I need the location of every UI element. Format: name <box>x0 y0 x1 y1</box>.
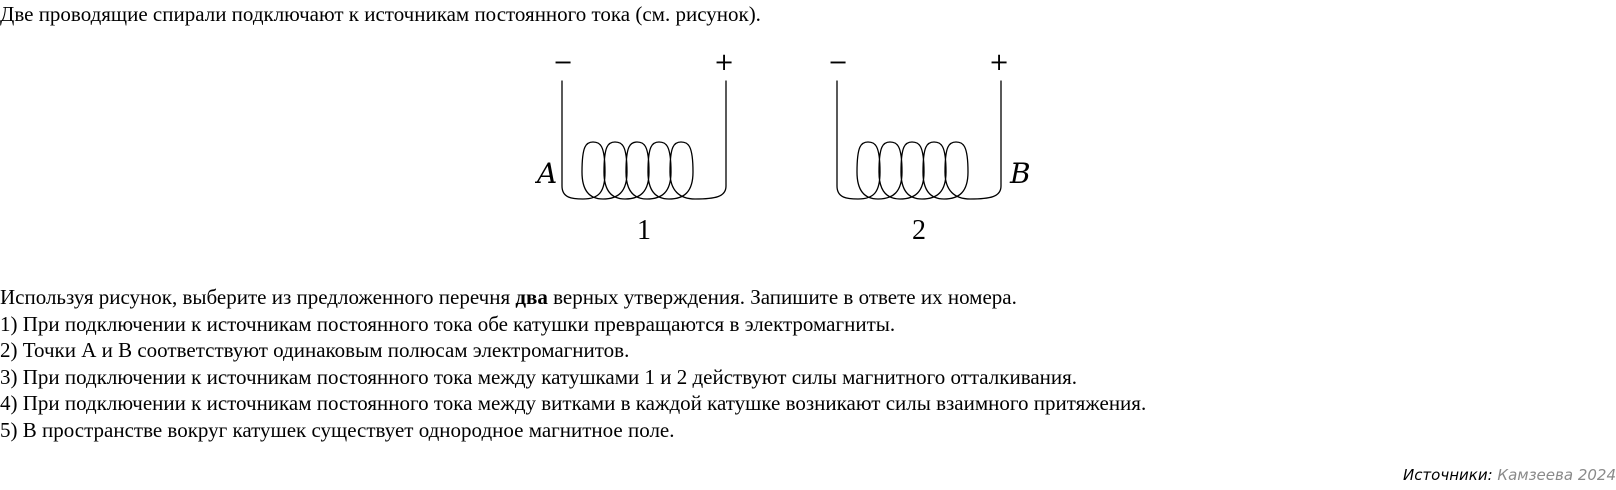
problem-intro: Две проводящие спирали подключают к источникам постоянного тока (см. рисунок). <box>0 2 761 26</box>
instruction-bold-word: два <box>515 285 548 309</box>
instruction-end: верных утверждения. Запишите в ответе их номера. <box>547 285 1017 309</box>
coil-2-wire <box>837 81 1001 199</box>
point-b-label: B <box>1010 157 1031 190</box>
coil-2-plus-label: + <box>988 48 1010 76</box>
coil-2 <box>828 48 1031 246</box>
sources-value: Камзеева 2024 <box>1497 466 1616 484</box>
question-body <box>0 284 1146 443</box>
sources-footer <box>1403 466 1616 484</box>
option-5: 5) В пространстве вокруг катушек существует однородное магнитное поле. <box>0 417 675 442</box>
option-3: 3) При подключении к источникам постоянного тока между катушками 1 и 2 действуют силы магнитного отталкивания. <box>0 364 1078 389</box>
coil-1 <box>535 48 734 246</box>
instruction-start: Используя рисунок, выберите из предложенного перечня <box>0 285 516 309</box>
coil-2-number: 2 <box>912 215 926 246</box>
coil-1-minus-label: − <box>552 48 574 76</box>
coil-1-number: 1 <box>637 215 651 246</box>
coils-figure <box>535 48 1075 258</box>
coil-1-wire <box>562 81 726 199</box>
option-4: 4) При подключении к источникам постоянного тока между витками в каждой катушке возникают силы взаимного притяжения. <box>0 391 1147 415</box>
option-1: 1) При подключении к источникам постоянного тока обе катушки превращаются в электромагниты. <box>0 311 896 336</box>
instruction <box>0 284 1146 311</box>
option-2: 2) Точки А и В соответствуют одинаковым полюсам электромагнитов. <box>0 338 630 362</box>
coil-2-minus-label: − <box>827 48 849 76</box>
sources-label: Источники: <box>1402 466 1493 484</box>
coils-diagram <box>535 48 1075 258</box>
coil-1-plus-label: + <box>713 48 735 76</box>
point-a-label: A <box>537 157 558 190</box>
